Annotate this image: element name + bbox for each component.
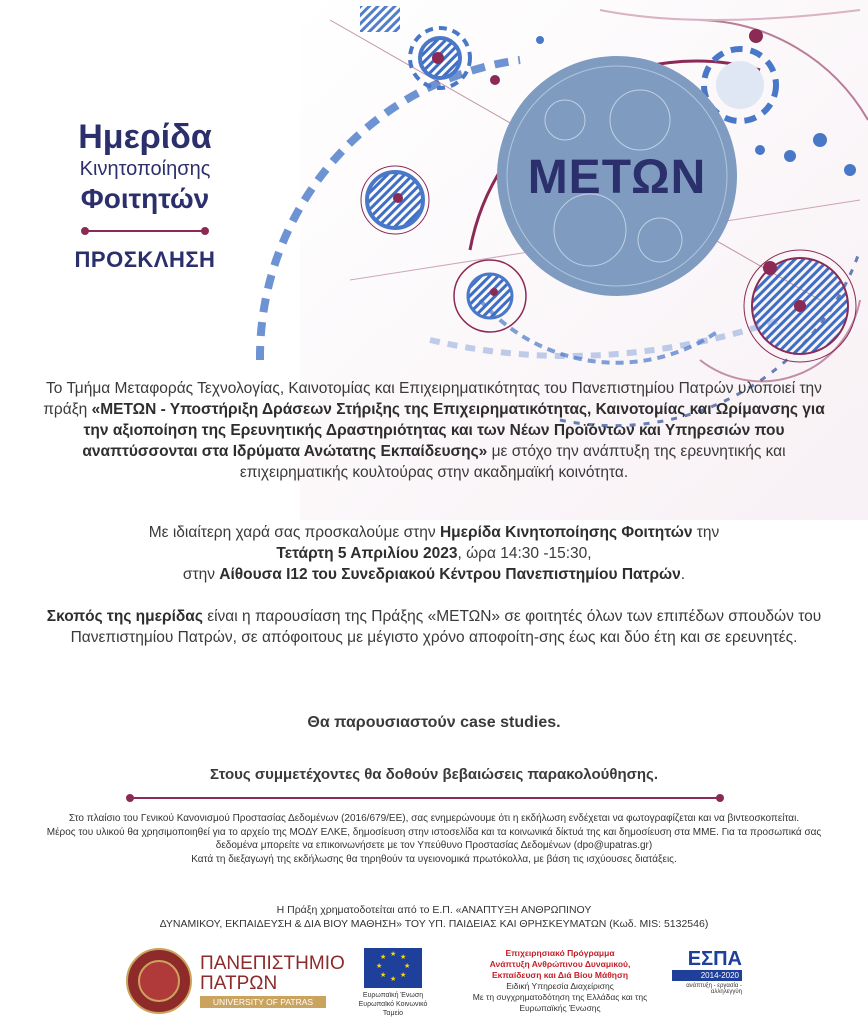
op-line-2: Ανάπτυξη Ανθρώπινου Δυναμικού,: [489, 959, 631, 969]
event-venue: Αίθουσα Ι12 του Συνεδριακού Κέντρου Πανεπιστημίου Πατρών: [219, 566, 681, 583]
intro-text-2: με στόχο την ανάπτυξη της ερευνητικής και επιχειρηματικής κουλτούρας στην ακαδημαϊκή κοινότητα.: [239, 443, 786, 481]
certificates-note: Στους συμμετέχοντες θα δοθούν βεβαιώσεις παρακολούθησης.: [210, 766, 658, 783]
purpose-paragraph: [36, 606, 832, 648]
title-divider: [85, 230, 205, 232]
eu-label-main: Ευρωπαϊκή Ένωση: [362, 992, 424, 999]
espa-tagline: ανάπτυξη - εργασία - αλληλεγγύη: [686, 983, 742, 995]
invite-text-2: την: [692, 524, 720, 541]
university-name-en: UNIVERSITY OF PATRAS: [200, 996, 326, 1008]
title-line-1: Ημερίδα: [78, 118, 212, 156]
gdpr-line-2: Μέρος του υλικού θα χρησιμοποιηθεί για το αρχείο της ΜΟΔΥ ΕΛΚΕ, δημοσίευση στην ιστοσελίδα και τα κοινωνικά δίκτυά της και δημοσίευση στα ΜΜΕ. Για τα προσωπικά σας δεδομένα μπορείτε να επικοινωνήσετε με τον Υπεύθυνο Προστασίας Δεδομένων (dpo@upatras.gr): [46, 826, 822, 851]
invitation-heading: ΠΡΟΣΚΛΗΣΗ: [74, 247, 216, 272]
case-studies-note: Θα παρουσιαστούν case studies.: [307, 714, 561, 731]
event-time: , ώρα 14:30 -15:30,: [457, 545, 592, 562]
event-title-block: [30, 118, 260, 274]
gdpr-notice: [30, 812, 838, 866]
gdpr-line-3: Κατά τη διεξαγωγή της εκδήλωσης θα τηρηθούν τα υγειονομικά πρωτόκολλα, με βάση τις ισχύουσες διατάξεις.: [191, 853, 677, 865]
eu-label: [354, 991, 432, 1018]
funding-notice: [30, 904, 838, 931]
university-name-gr: ΠΑΝΕΠΙΣΤΗΜΙΟ ΠΑΤΡΩΝ: [200, 953, 345, 994]
intro-text-1: Το Τμήμα Μεταφοράς Τεχνολογίας, Καινοτομίας και Επιχειρηματικότητας του Πανεπιστημίου Πατρών υλοποιεί την πράξη: [43, 380, 822, 418]
operational-programme-logo: [460, 948, 660, 1014]
project-title: «ΜΕΤΩΝ - Υποστήριξη Δράσεων Στήριξης της Επιχειρηματικότητας, Καινοτομίας και Ωρίμανσης για την αξιοποίηση της Ερευνητικής Δραστηριότητας και των Νέων Προϊόντων και Υπηρεσιών που αναπτύσσονται στα Ιδρύματα Ανώτατης Εκπαίδευσης»: [82, 401, 825, 460]
espa-years: 2014-2020: [672, 970, 742, 981]
title-line-2: Κινητοποίησης: [79, 158, 211, 180]
invite-text-3: στην: [182, 566, 220, 583]
op-line-5: Με τη συγχρηματοδότηση της Ελλάδας και της Ευρωπαϊκής Ένωσης: [472, 992, 648, 1013]
eu-label-sub: Ευρωπαϊκό Κοινωνικό Ταμείο: [358, 1001, 428, 1017]
event-name: Ημερίδα Κινητοποίησης Φοιτητών: [439, 524, 693, 541]
op-line-3: Εκπαίδευση και Διά Βίου Μάθηση: [491, 970, 629, 980]
funding-line-1: Η Πράξη χρηματοδοτείται από το Ε.Π. «ΑΝΑΠΤΥΞΗ ΑΝΘΡΩΠΙΝΟΥ: [276, 904, 592, 916]
invite-text-1: Με ιδιαίτερη χαρά σας προσκαλούμε στην: [148, 524, 440, 541]
event-date: Τετάρτη 5 Απριλίου 2023: [276, 545, 458, 562]
title-line-3: Φοιτητών: [80, 183, 210, 214]
meton-logo-text: ΜΕΤΩΝ: [527, 151, 707, 204]
university-logo: [200, 953, 345, 1008]
invite-paragraph: [36, 522, 832, 585]
sponsor-logos: [0, 944, 868, 1017]
invite-text-4: .: [680, 566, 686, 583]
purpose-label: Σκοπός της ημερίδας: [46, 608, 203, 625]
funding-line-2: ΔΥΝΑΜΙΚΟΥ, ΕΚΠΑΙΔΕΥΣΗ & ΔΙΑ ΒΙΟΥ ΜΑΘΗΣΗ» ΤΟΥ ΥΠ. ΠΑΙΔΕΙΑΣ ΚΑΙ ΘΡΗΣΚΕΥΜΑΤΩΝ (Κωδ. MIS: 5132546): [159, 917, 709, 930]
op-line-4: Ειδική Υπηρεσία Διαχείρισης: [506, 981, 614, 991]
intro-paragraph: [36, 378, 832, 483]
purpose-text: είναι η παρουσίαση της Πράξης «ΜΕΤΩΝ» σε φοιτητές όλων των επιπέδων σπουδών του Πανεπιστημίου Πατρών, σε απόφοιτους με μέγιστο χρόνο αποφοίτη-σης έως και δύο έτη και σε ερευνητές.: [70, 608, 822, 646]
gdpr-line-1: Στο πλαίσιο του Γενικού Κανονισμού Προστασίας Δεδομένων (2016/679/ΕΕ), σας ενημερώνουμε ότι η εκδήλωση ενδέχεται να φωτογραφίζεται και να βιντεοσκοπείται.: [68, 813, 800, 824]
university-seal-icon: [126, 948, 192, 1014]
espa-logo: [672, 948, 742, 995]
op-line-1: Επιχειρησιακό Πρόγραμμα: [505, 948, 615, 958]
section-divider: [130, 797, 720, 799]
eu-flag-icon: ★ ★ ★ ★ ★ ★ ★ ★: [364, 948, 422, 988]
espa-name: ΕΣΠΑ: [687, 948, 742, 970]
